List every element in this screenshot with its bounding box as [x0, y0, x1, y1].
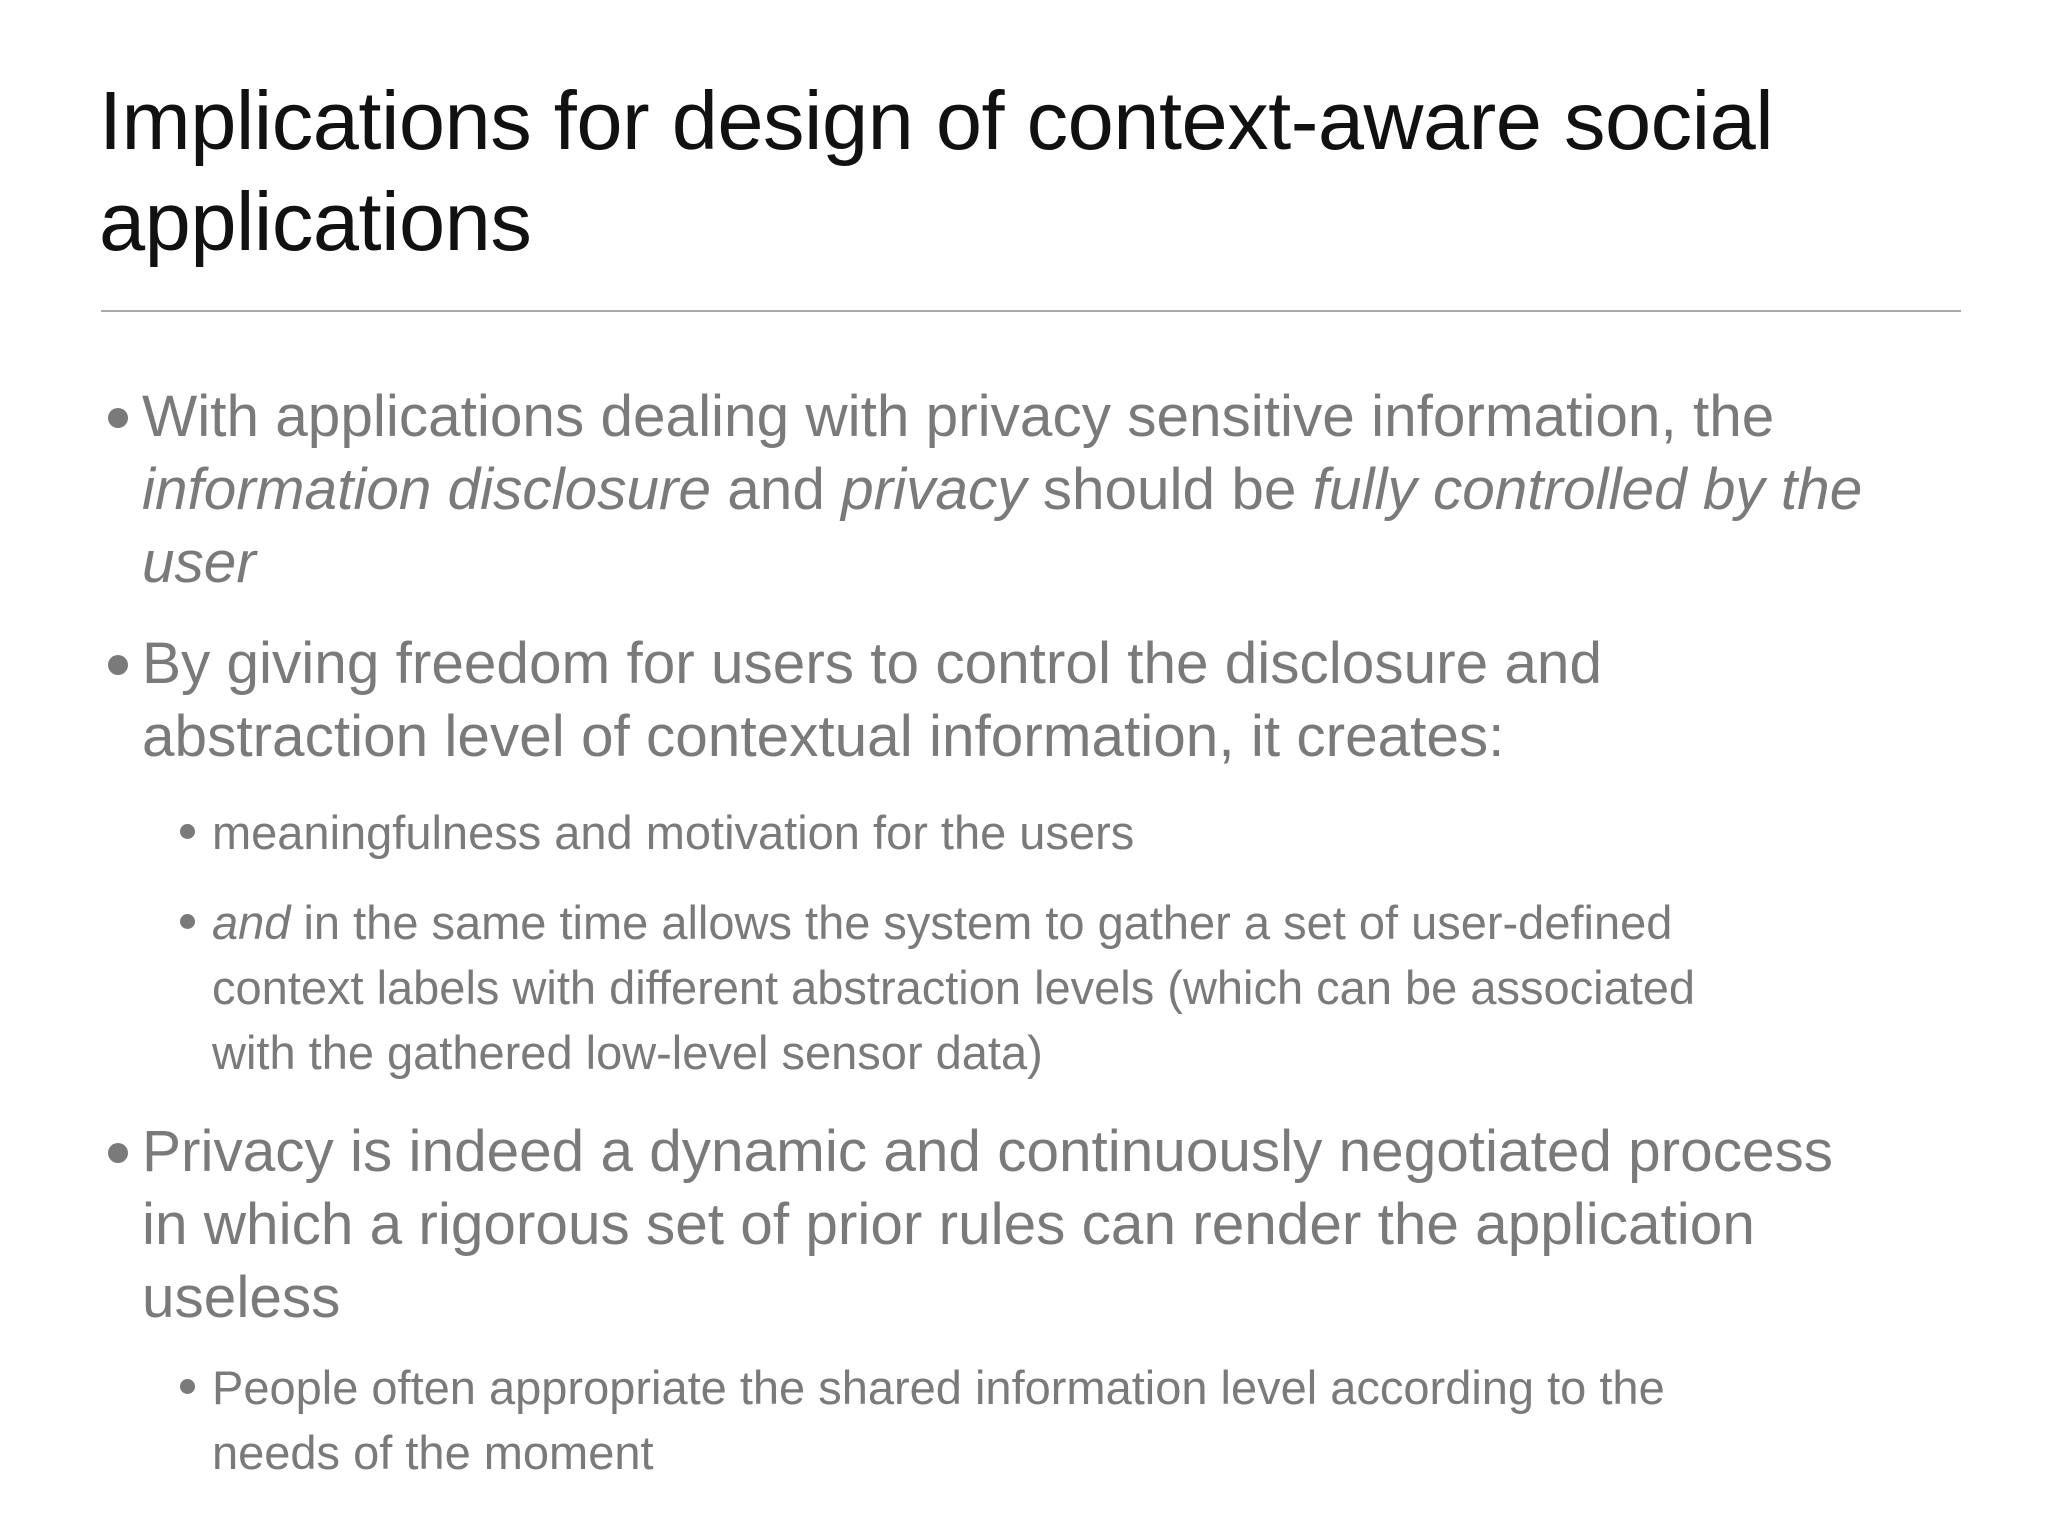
bullet-item [142, 627, 1602, 773]
bullet-dot-icon [180, 914, 195, 929]
text-segment: and [711, 457, 842, 522]
slide-title-line: Implications for design of context-aware social [99, 74, 1774, 167]
sub-bullet-item [212, 1355, 1665, 1485]
text-segment: People often appropriate the shared information level according to the [212, 1361, 1665, 1414]
bullet-text-line [142, 1188, 1833, 1261]
text-segment: useless [142, 1265, 341, 1330]
bullet-text-line [212, 1020, 1695, 1085]
bullet-text-line [212, 955, 1695, 1020]
bullet-text [142, 380, 1862, 599]
text-segment: needs of the moment [212, 1426, 654, 1479]
bullet-text [142, 627, 1602, 773]
bullet-dot-icon [180, 1379, 195, 1394]
text-segment: abstraction level of contextual information, it creates: [142, 704, 1505, 769]
slide-title-line: applications [99, 175, 532, 268]
bullet-text-line [212, 1355, 1665, 1420]
bullet-text [212, 800, 1134, 865]
bullet-text-line [142, 627, 1602, 700]
text-segment: in the same time allows the system to gather a set of user-defined [290, 896, 1673, 949]
bullet-dot-icon [108, 655, 128, 675]
bullet-text-line [142, 453, 1862, 526]
bullet-text-line [212, 800, 1134, 865]
bullet-item [142, 380, 1862, 599]
bullet-item [142, 1115, 1833, 1334]
emphasized-text: information disclosure [142, 457, 712, 522]
bullet-text-line [212, 890, 1695, 955]
text-segment: with the gathered low-level sensor data) [212, 1026, 1043, 1079]
bullet-dot-icon [108, 408, 128, 428]
emphasized-text: user [142, 530, 256, 595]
sub-bullet-item [212, 800, 1134, 865]
bullet-text-line [142, 1261, 1833, 1334]
bullet-text [212, 1355, 1665, 1485]
emphasized-text: fully controlled by the [1312, 457, 1863, 522]
emphasized-text: and [212, 896, 291, 949]
emphasized-text: privacy [841, 457, 1027, 522]
sub-bullet-item [212, 890, 1695, 1085]
bullet-text-line [142, 380, 1862, 453]
text-segment: context labels with different abstraction levels (which can be associated [212, 961, 1696, 1014]
bullet-text-line [142, 700, 1602, 773]
bullet-text-line [142, 526, 1862, 599]
bullet-text-line [142, 1115, 1833, 1188]
bullet-dot-icon [108, 1143, 128, 1163]
bullet-text [142, 1115, 1833, 1334]
text-segment: Privacy is indeed a dynamic and continuously negotiated process [142, 1119, 1833, 1184]
bullet-dot-icon [180, 824, 195, 839]
text-segment: meaningfulness and motivation for the users [212, 806, 1135, 859]
text-segment: in which a rigorous set of prior rules can render the application [142, 1192, 1755, 1257]
bullet-text [212, 890, 1695, 1085]
text-segment: should be [1026, 457, 1313, 522]
text-segment: With applications dealing with privacy sensitive information, the [142, 384, 1775, 449]
bullet-text-line [212, 1420, 1665, 1485]
text-segment: By giving freedom for users to control the disclosure and [142, 631, 1602, 696]
